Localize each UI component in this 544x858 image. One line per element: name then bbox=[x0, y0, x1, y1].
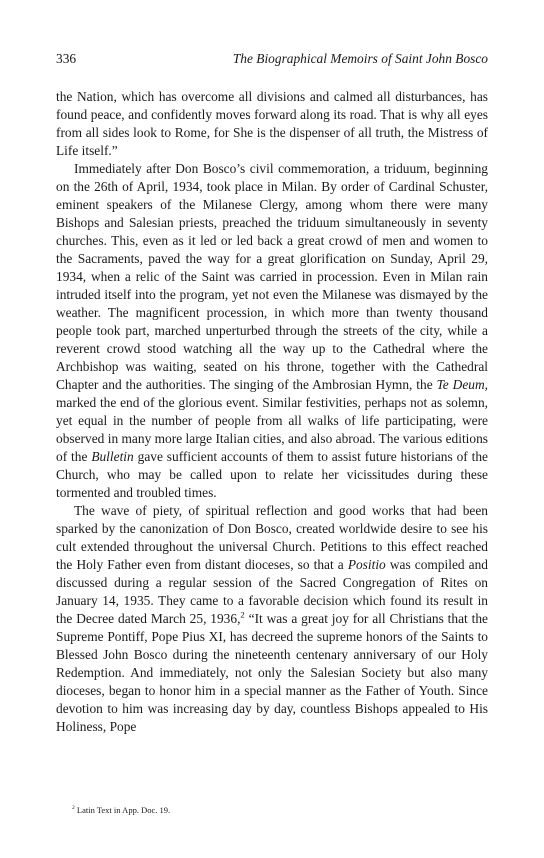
page-number: 336 bbox=[56, 51, 77, 66]
page bbox=[56, 50, 488, 736]
body-text bbox=[56, 88, 488, 736]
positio-italic: Positio bbox=[347, 557, 386, 572]
paragraph-3 bbox=[56, 502, 488, 736]
paragraph-2-part-1: Immediately after Don Bosco’s civil commemoration, a triduum, beginning on the 26th of April, 1934, took place in Milan. By order of Cardinal Schuster, eminent speakers of the Milanese Clergy, among whom there were many Bishops and Salesian priests, preached the triduum simultaneously in seventy churches. This, even as it led or led back a great crowd of men and women to the Sacraments, paved the way for a great glorification on Sunday, April 29, 1934, when a relic of the Saint was carried in procession. Even in Milan rain intruded itself into the program, yet not even the Milanese was dismayed by the weather. The magnificent procession, in which more than twenty thousand people took part, marched unperturbed through the streets of the city, while a reverent crowd stood watching all the way up to the Cathedral where the Archbishop was waiting, seated on his throne, together with the Cathedral Chapter and the authorities. The singing of the Ambrosian Hymn, the bbox=[56, 161, 488, 392]
te-deum-italic: Te Deum, bbox=[436, 377, 488, 392]
running-title: The Biographical Memoirs of Saint John Bosco bbox=[232, 51, 488, 66]
running-head bbox=[56, 50, 488, 68]
paragraph-2-part-2: marked the end of the glorious event. Similar festivities, perhaps not as solemn, yet equal in the number of people from all walks of life participating, were observed in many more large Italian cities, and also abroad. The various editions of the bbox=[56, 395, 488, 464]
footnote-text: Latin Text in App. Doc. 19. bbox=[74, 805, 171, 815]
paragraph-2-part-3: gave sufficient accounts of them to assist future historians of the Church, who may be called upon to relate her vicissitudes during these tormented and troubled times. bbox=[56, 449, 488, 500]
paragraph-3-part-3: “It was a great joy for all Christians that the Supreme Pontiff, Pope Pius XI, has decreed the supreme honors of the Saints to Blessed John Bosco during the nineteenth centenary anniversary of our Holy Redemption. And immediately, not only the Salesian Society but also many dioceses, began to honor him in a special manner as the Father of Youth. Since devotion to him was increasing day by day, countless Bishops appealed to His Holiness, Pope bbox=[56, 611, 488, 734]
bulletin-italic: Bulletin bbox=[91, 449, 134, 464]
footnote-marker: 2 bbox=[72, 805, 75, 812]
footnote-reference: 2 bbox=[240, 609, 245, 620]
paragraph-3-part-1: The wave of piety, of spiritual reflection and good works that had been sparked by the canonization of Don Bosco, created worldwide desire to see his cult extended throughout the universal Church. Petitions to this effect reached the Holy Father even from distant dioceses, so that a bbox=[56, 503, 488, 572]
paragraph-3-part-2: was compiled and discussed during a regular session of the Sacred Congregation of Rites on January 14, 1935. They came to a favorable decision which found its result in the Decree dated March 25, 1936, bbox=[56, 557, 488, 626]
footnote bbox=[72, 805, 492, 816]
paragraph-1: the Nation, which has overcome all divisions and calmed all disturbances, has found peace, and confidently moves forward along its road. That is why all eyes from all sides look to Rome, for She is the dispenser of all truth, the Mistress of Life itself.” bbox=[56, 89, 488, 158]
paragraph-2 bbox=[56, 160, 488, 502]
